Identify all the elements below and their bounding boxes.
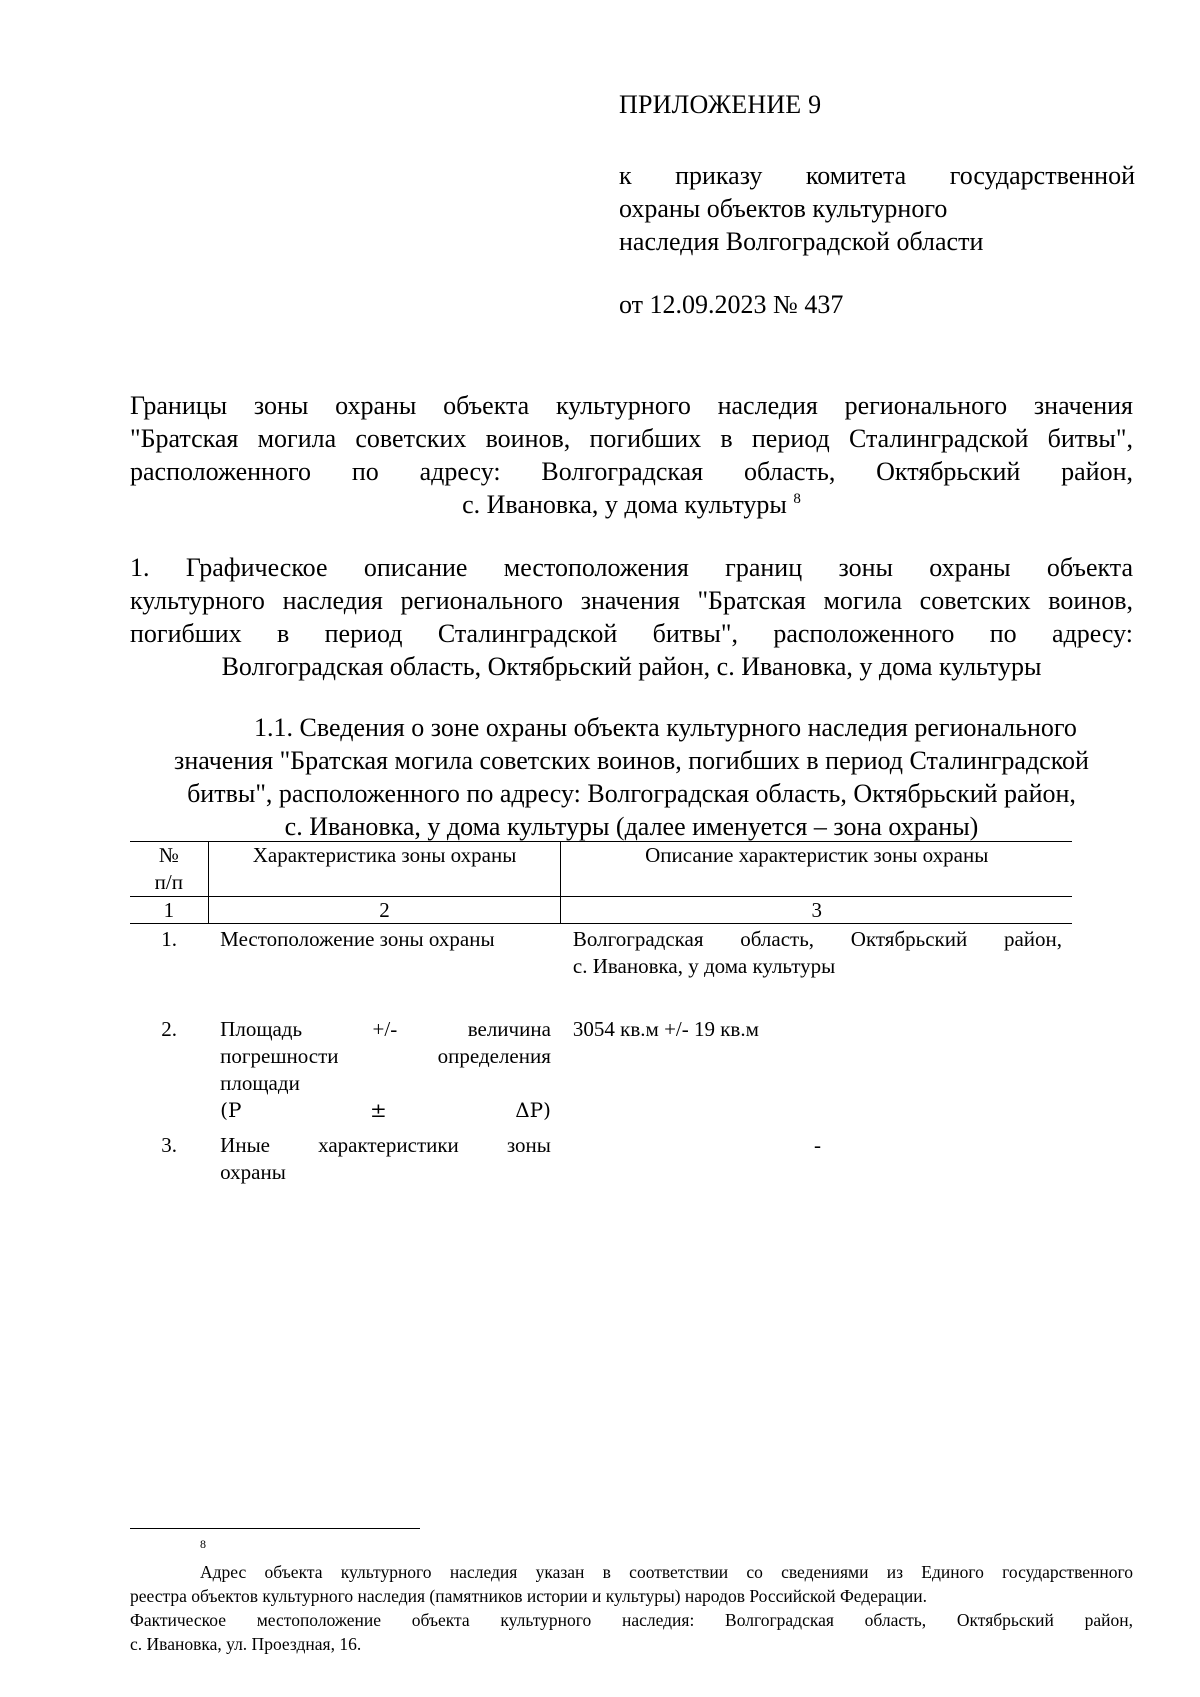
table-column-numbers-row — [130, 897, 1072, 924]
column-number: 2 — [208, 897, 561, 924]
appendix-reference — [619, 159, 1135, 258]
footnote-line: реестра объектов культурного наследия (памятников истории и культуры) народов Российской Федерации. — [130, 1586, 927, 1606]
table-row — [130, 1014, 1072, 1130]
row-characteristic: Местоположение зоны охраны — [220, 927, 495, 951]
footnote-line: Адрес объекта культурного наследия указан в соответствии со сведениями из Единого государственного — [200, 1562, 1133, 1582]
document-heading — [130, 389, 1133, 521]
row-description: 3054 кв.м +/- 19 кв.м — [572, 1017, 759, 1041]
section-1-line: погибших в период Сталинградской битвы", расположенного по адресу: — [130, 619, 1133, 648]
row-number: 1. — [161, 927, 177, 951]
footnote-line: с. Ивановка, ул. Проездная, 16. — [130, 1634, 362, 1654]
footnote — [130, 1536, 1133, 1656]
appendix-reference-line: охраны объектов культурного — [619, 194, 948, 223]
row-characteristic-line: Площадь +/- величина — [220, 1017, 551, 1041]
heading-line: "Братская могила советских воинов, погибших в период Сталинградской битвы", — [130, 424, 1133, 453]
section-1-line: 1. Графическое описание местоположения границ зоны охраны объекта — [130, 553, 1133, 582]
appendix-reference-line: к приказу комитета государственной — [619, 161, 1135, 190]
appendix-title: ПРИЛОЖЕНИЕ 9 — [619, 90, 822, 119]
section-1-1-line: 1.1. Сведения о зоне охраны объекта культурного наследия регионального — [254, 713, 1077, 742]
column-number: 3 — [561, 897, 1072, 924]
heading-line: Границы зоны охраны объекта культурного наследия регионального значения — [130, 391, 1133, 420]
header-number-line: № — [158, 843, 179, 867]
section-1-1-line: значения "Братская могила советских воинов, погибших в период Сталинградской — [174, 746, 1089, 775]
row-number: 3. — [161, 1133, 177, 1157]
footnote-separator — [130, 1528, 420, 1529]
footnote-line: Фактическое местоположение объекта культурного наследия: Волгоградская область, Октябрьский район, — [130, 1610, 1133, 1630]
column-number: 1 — [130, 897, 208, 924]
row-description: - — [813, 1133, 821, 1157]
section-1-1 — [130, 711, 1133, 843]
header-characteristic: Характеристика зоны охраны — [208, 842, 561, 897]
section-1-1-line: с. Ивановка, у дома культуры (далее именуется – зона охраны) — [284, 812, 979, 841]
header-number-line: п/п — [154, 870, 183, 894]
appendix-reference-line: наследия Волгоградской области — [619, 227, 984, 256]
table-row — [130, 1130, 1072, 1192]
row-characteristic-line: Иные характеристики зоны — [220, 1133, 551, 1157]
heading-last-line — [130, 488, 1133, 521]
row-number: 2. — [161, 1017, 177, 1041]
row-characteristic-line: охраны — [220, 1160, 286, 1184]
zone-table — [130, 841, 1072, 1192]
table-row — [130, 924, 1072, 1015]
footnote-first-line — [130, 1536, 1133, 1584]
section-1 — [130, 551, 1133, 683]
row-description-line: с. Ивановка, у дома культуры — [572, 954, 836, 978]
appendix-date: от 12.09.2023 № 437 — [619, 290, 844, 319]
row-characteristic-line: погрешности определения — [220, 1044, 551, 1068]
row-characteristic — [208, 1014, 561, 1130]
section-1-1-line: битвы", расположенного по адресу: Волгоградская область, Октябрьский район, — [187, 779, 1076, 808]
row-description — [561, 924, 1072, 1015]
heading-line: расположенного по адресу: Волгоградская область, Октябрьский район, — [130, 457, 1133, 486]
heading-line: с. Ивановка, у дома культуры — [462, 490, 787, 519]
area-formula: (P ± ΔP) — [220, 1098, 551, 1122]
table-header-row — [130, 842, 1072, 897]
header-number — [130, 842, 208, 897]
footnote-marker: 8 — [200, 1537, 206, 1551]
row-characteristic-line: площади — [220, 1071, 300, 1095]
section-1-line: Волгоградская область, Октябрьский район, с. Ивановка, у дома культуры — [221, 652, 1042, 681]
section-1-line: культурного наследия регионального значения "Братская могила советских воинов, — [130, 586, 1133, 615]
header-description: Описание характеристик зоны охраны — [561, 842, 1072, 897]
row-description-line: Волгоградская область, Октябрьский район, — [572, 927, 1062, 951]
row-characteristic-last-line — [220, 1070, 551, 1124]
footnote-reference[interactable]: 8 — [793, 491, 801, 507]
row-characteristic — [208, 1130, 561, 1192]
